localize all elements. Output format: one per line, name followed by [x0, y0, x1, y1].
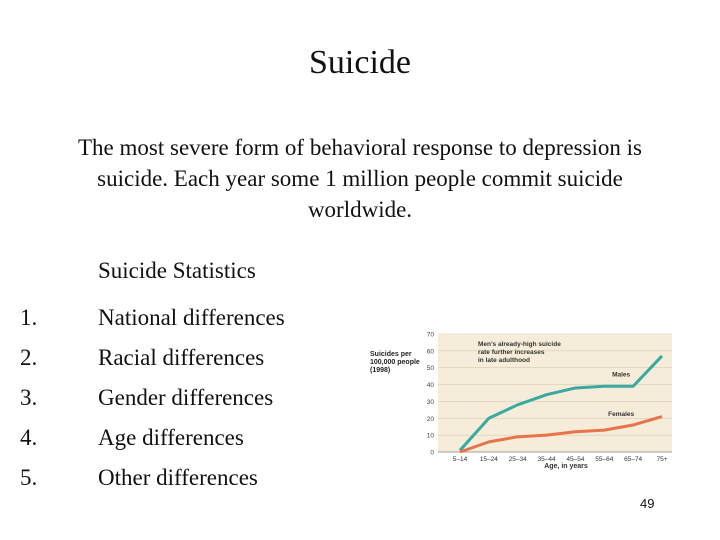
y-tick-label: 60	[426, 348, 434, 356]
series-label: Females	[608, 411, 635, 419]
list-label: Racial differences	[98, 345, 265, 370]
x-tick-label: 25–34	[508, 456, 527, 463]
suicide-rate-chart	[366, 326, 678, 470]
x-tick-label: 45–54	[566, 456, 585, 463]
list-number: 2.	[20, 345, 38, 370]
series-label: Males	[612, 371, 631, 379]
y-axis-label: 100,000 people	[370, 359, 420, 366]
list-item	[20, 418, 285, 458]
chart-annotation: rate further increases	[478, 349, 545, 356]
x-tick-label: 75+	[656, 456, 668, 463]
y-axis-label: Suicides per	[370, 351, 412, 358]
list-item	[20, 378, 285, 418]
y-tick-label: 30	[426, 398, 434, 406]
list-label: Other differences	[98, 465, 258, 490]
y-tick-label: 40	[426, 382, 434, 390]
list-label: Gender differences	[98, 385, 274, 410]
page-number: 49	[640, 496, 655, 511]
list-label: National differences	[98, 305, 285, 330]
x-tick-label: 65–74	[624, 456, 643, 463]
x-axis-label: Age, in years	[544, 463, 588, 470]
y-tick-label: 20	[426, 415, 434, 423]
y-tick-label: 50	[426, 365, 434, 373]
chart-annotation: Men's already-high suicide	[478, 341, 561, 348]
list-item	[20, 298, 285, 338]
list-number: 1.	[20, 305, 38, 330]
x-tick-label: 15–24	[479, 456, 498, 463]
chart-annotation: in late adulthood	[478, 357, 530, 364]
intro-paragraph: The most severe form of behavioral response to depression is suicide. Each year some 1 million people commit suicide worldwide.	[78, 135, 642, 222]
x-tick-label: 35–44	[537, 456, 556, 463]
y-tick-label: 10	[426, 432, 434, 440]
x-tick-label: 5–14	[452, 456, 468, 463]
stats-list	[20, 298, 285, 498]
list-number: 3.	[20, 385, 38, 410]
stats-heading: Suicide Statistics	[98, 258, 256, 283]
list-label: Age differences	[98, 425, 244, 450]
list-number: 5.	[20, 465, 38, 490]
y-axis-label: (1998)	[370, 367, 391, 374]
y-tick-label: 70	[426, 331, 434, 339]
chart-svg	[366, 326, 678, 470]
x-tick-label: 55–64	[595, 456, 614, 463]
list-item	[20, 458, 285, 498]
slide-title: Suicide	[309, 44, 411, 81]
list-number: 4.	[20, 425, 38, 450]
list-item	[20, 338, 285, 378]
y-tick-label: 0	[430, 449, 434, 457]
